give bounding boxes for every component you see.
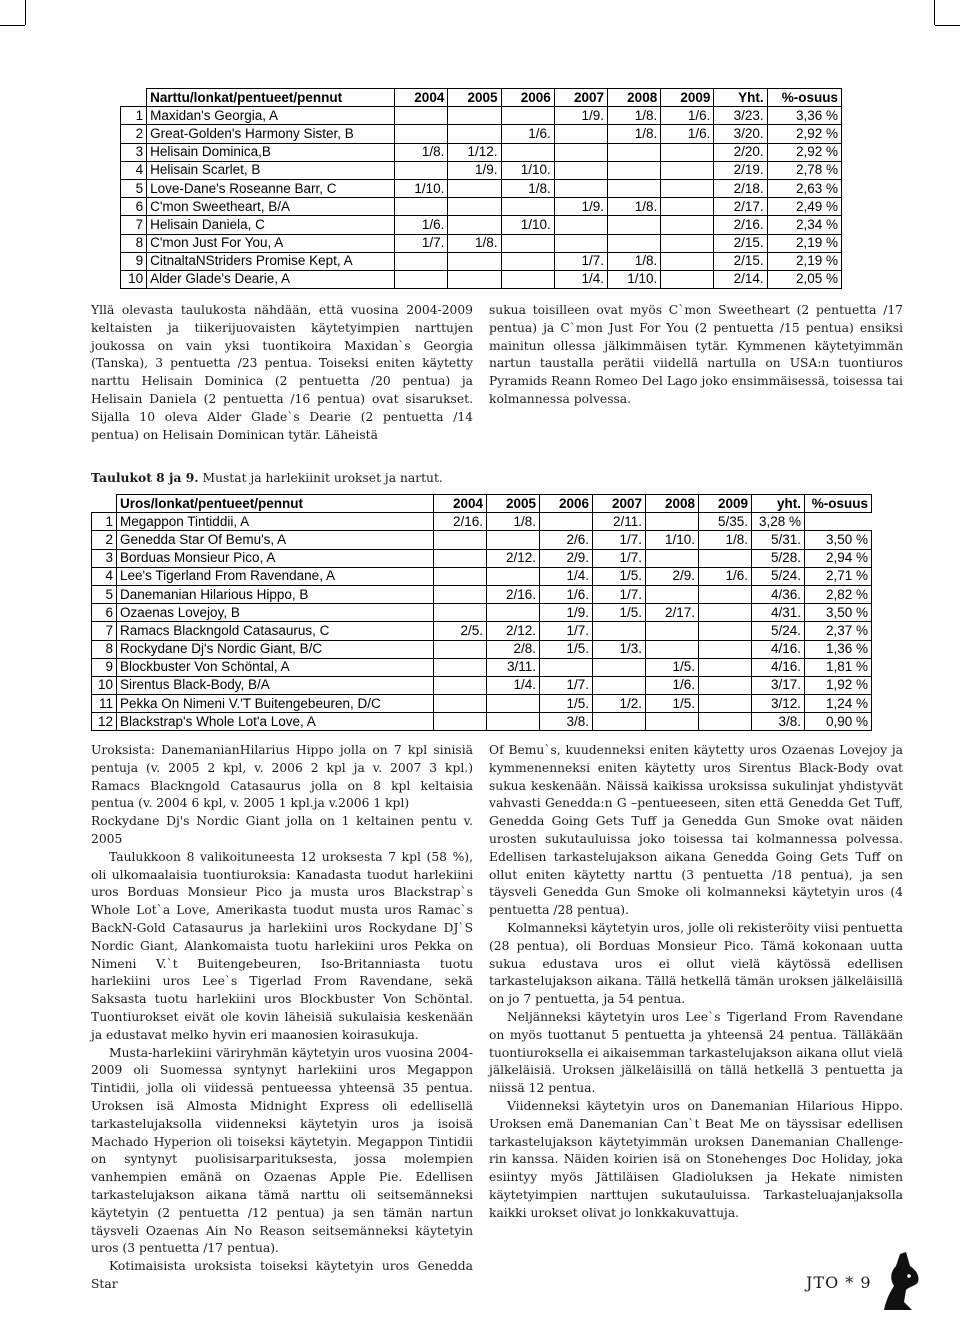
table-cell bbox=[608, 234, 661, 252]
table-cell: 1/9. bbox=[554, 107, 607, 125]
dog-name: CitnaltaNStriders Promise Kept, A bbox=[147, 252, 395, 270]
row-number: 5 bbox=[121, 179, 147, 197]
table-cell: 1/7. bbox=[395, 234, 448, 252]
col-header: 2004 bbox=[434, 495, 487, 513]
table-cell: 1/6. bbox=[501, 125, 554, 143]
table-cell bbox=[448, 270, 501, 288]
table-cell bbox=[434, 713, 487, 731]
table-cell bbox=[593, 713, 646, 731]
row-number: 4 bbox=[121, 161, 147, 179]
table-cell bbox=[661, 270, 714, 288]
table-cell: 1/10. bbox=[501, 161, 554, 179]
table-cell bbox=[699, 676, 752, 694]
table-cell bbox=[395, 252, 448, 270]
right-column-2 bbox=[489, 742, 903, 1223]
paragraph: Uroksista: DanemanianHilarius Hippo jolla on 7 kpl sinisiä pentuja (v. 2005 2 kpl, v. 2006 2 kpl ja v. 2007 3 kpl.) Ramacs Blackngold Catasaurus jolla on 8 kpl keltaisia pentua (v. 2004 6 kpl, v. 2005 1 kpl.ja v.2006 1 kpl) bbox=[91, 743, 473, 811]
table-row bbox=[92, 567, 872, 585]
table-cell: 2,78 % bbox=[767, 161, 841, 179]
paragraph: Rockydane Dj's Nordic Giant jolla on 1 keltainen pentu v. 2005 bbox=[91, 814, 473, 846]
row-number: 9 bbox=[121, 252, 147, 270]
row-number: 6 bbox=[121, 198, 147, 216]
table-cell bbox=[434, 549, 487, 567]
table-cell: 2/16. bbox=[487, 585, 540, 603]
table-cell: 1/10. bbox=[608, 270, 661, 288]
table-cell: 4/31. bbox=[752, 604, 805, 622]
table-cell bbox=[646, 640, 699, 658]
table-cell bbox=[661, 234, 714, 252]
paragraph: sukua toisilleen ovat myös C`mon Sweetheart (2 pentuetta /17 pentua) ja C`mon Just For You (2 pentuetta /15 pentua) ensiksi mainitun ollessa jälkimmäisen tytär. Kymmenen käytetyimmän nartun taustalla perätii viidellä nartulla on USA:n tuontiuros Pyramids Reann Romeo Del Lago joko ensimmäisessä, toisessa tai kolmannessa polvessa. bbox=[489, 303, 903, 406]
row-number: 7 bbox=[92, 622, 117, 640]
table-row bbox=[121, 107, 842, 125]
table-cell bbox=[646, 622, 699, 640]
table-cell bbox=[434, 585, 487, 603]
table-cell: 5/31. bbox=[752, 531, 805, 549]
table-cell: 2/16. bbox=[434, 513, 487, 531]
table-cell: 1/8. bbox=[608, 125, 661, 143]
crop-mark-right-h bbox=[935, 25, 960, 26]
table-cell bbox=[434, 658, 487, 676]
table-cell: 3/20. bbox=[714, 125, 767, 143]
row-number: 7 bbox=[121, 216, 147, 234]
table-cell: 3,50 % bbox=[805, 604, 872, 622]
table-cell: 1/6. bbox=[661, 125, 714, 143]
paragraph: Of Bemu`s, kuudenneksi eniten käytetty uros Ozaenas Lovejoy ja kymmenenneksi eniten käytetty uros Sirentus Black-Body ovat sukua keskenään. Näissä kaikissa uroksissa sukulinjat yhdistyvät vahvasti Genedda:n G –pentueeseen, siten että Genedda Get Tuff, Genedda Going Gets Tuff ja Genedda Gun Smoke ovat näiden urosten sukutauluissa joko toisessa tai kolmannessa polvessa. Edellisen tarkastelujakson aikana Genedda Going Gets Tuff on ollut eniten käytetty narttu (3 pentuetta /18 pentua), ja sen täysveli Genedda Gun Smoke oli kolmanneksi käytetyin uros (4 pentuetta /28 pentua). bbox=[489, 743, 903, 918]
table-cell: 5/35. bbox=[699, 513, 752, 531]
dog-name: Rockydane Dj's Nordic Giant, B/C bbox=[117, 640, 434, 658]
col-header: Narttu/lonkat/pentueet/pennut bbox=[147, 89, 395, 107]
paragraph: Taulukkoon 8 valikoituneesta 12 uroksesta 7 kpl (58 %), oli ulkomaalaisia tuontiuroksia: Kanadasta tuodut harlekiini uros Borduas Monsieur Pico ja musta uros Blackstrap`s Whole Lot`a Love, Amerikasta tuodut musta uros Ramac`s BackN-Gold Catasaurus ja harlekiini uros Rockydane DJ`S Nordic Giant, Alankomaista tuotu harlekiini uros Pekka on Nimeni V.`t Buitengebeuren, Iso-Britanniasta tuotu harlekiini uros Lee`s Tigerlad From Ravendane, sekä Saksasta tuotu harlekiini uros Blockbuster Von Schöntal. Tuontiurokset eivät ole kovin läheisiä sukulaisia keskenään ja edustavat melko hyvin eri maanosien koirasukuja. bbox=[91, 849, 473, 1042]
dog-name: Borduas Monsieur Pico, A bbox=[117, 549, 434, 567]
table-cell bbox=[554, 216, 607, 234]
table-cell bbox=[661, 216, 714, 234]
table-cell bbox=[593, 676, 646, 694]
dog-name: Ozaenas Lovejoy, B bbox=[117, 604, 434, 622]
table-cell bbox=[448, 216, 501, 234]
table-cell bbox=[699, 549, 752, 567]
dog-name: Alder Glade's Dearie, A bbox=[147, 270, 395, 288]
dane-head-logo-icon bbox=[876, 1250, 924, 1312]
row-number: 12 bbox=[92, 713, 117, 731]
table-cell bbox=[501, 252, 554, 270]
table-cell bbox=[554, 125, 607, 143]
table-cell bbox=[593, 658, 646, 676]
col-header: Uros/lonkat/pentueet/pennut bbox=[117, 495, 434, 513]
table-cell: 5/24. bbox=[752, 567, 805, 585]
table-row bbox=[92, 658, 872, 676]
row-number: 4 bbox=[92, 567, 117, 585]
table-cell: 1/12. bbox=[448, 143, 501, 161]
table-cell: 1,92 % bbox=[805, 676, 872, 694]
table-cell: 3/11. bbox=[487, 658, 540, 676]
table-row bbox=[121, 234, 842, 252]
table-cell bbox=[661, 161, 714, 179]
table-cell: 1/4. bbox=[554, 270, 607, 288]
table-cell bbox=[487, 713, 540, 731]
table-cell: 3/8. bbox=[752, 713, 805, 731]
table-cell: 3/23. bbox=[714, 107, 767, 125]
dog-name: Love-Dane's Roseanne Barr, C bbox=[147, 179, 395, 197]
table-cell: 4/16. bbox=[752, 640, 805, 658]
col-header: %-osuus bbox=[767, 89, 841, 107]
dog-name: Genedda Star Of Bemu's, A bbox=[117, 531, 434, 549]
table-cell: 0,90 % bbox=[805, 713, 872, 731]
table-row bbox=[121, 179, 842, 197]
table-9-body bbox=[92, 513, 872, 731]
table-cell: 3/12. bbox=[752, 695, 805, 713]
table-cell bbox=[434, 604, 487, 622]
col-header: 2005 bbox=[448, 89, 501, 107]
row-number: 2 bbox=[92, 531, 117, 549]
paragraph: Kolmanneksi käytetyin uros, jolle oli rekisteröity viisi pentuetta (28 pentua), oli Borduas Monsieur Pico. Tämä kokonaan uutta sukua edustava uros ei ollut vielä käytössä edellisen tarkastelujakson aikana. Tällä hetkellä tämän uroksen jälkeläisillä on jo 7 pentuetta, ja 54 pentua. bbox=[489, 920, 903, 1007]
table-cell bbox=[646, 713, 699, 731]
table-cell bbox=[487, 695, 540, 713]
table-cell: 1/6. bbox=[646, 676, 699, 694]
row-number: 3 bbox=[121, 143, 147, 161]
table-cell: 5/24. bbox=[752, 622, 805, 640]
table-cell: 1/7. bbox=[593, 585, 646, 603]
table-cell: 2,63 % bbox=[767, 179, 841, 197]
dog-name: C'mon Just For You, A bbox=[147, 234, 395, 252]
table-cell bbox=[448, 179, 501, 197]
col-header: 2009 bbox=[661, 89, 714, 107]
table-cell bbox=[434, 531, 487, 549]
table-cell: 1/6. bbox=[661, 107, 714, 125]
paragraph: Neljänneksi käytetyin uros Lee`s Tigerland From Ravendane on myös tuottanut 5 pentuetta ja yhteensä 24 pentua. Tälläkään tuontiuroksella ei aikaisemman tarkastelujakson aikana ollut vielä jälkeläisiä. Uroksen jälkeläisillä on tällä hetkellä 3 pentuetta ja niissä 12 pentua. bbox=[489, 1009, 903, 1096]
col-header: yht. bbox=[752, 495, 805, 513]
row-number: 8 bbox=[92, 640, 117, 658]
col-header: 2007 bbox=[554, 89, 607, 107]
table-row bbox=[92, 640, 872, 658]
paragraph: Viidenneksi käytetyin uros on Danemanian Hilarious Hippo. Uroksen emä Danemanian Can`t Beat Me on täyssisar edellisen tarkastelujakson käytetyimmän uroksen Danemanian Challenge-rin kanssa. Näiden koirien isä on Stonehenges Doc Holiday, joka esiintyy myös Jättiläisen Gladioluksen ja Hekate nimisten käytetyimpien narttujen sukutauluissa. Tarkasteluajanjaksolla kaikki urokset olivat jo lonkkakuvattuja. bbox=[489, 1098, 903, 1220]
table-cell: 1/3. bbox=[593, 640, 646, 658]
table-cell bbox=[501, 143, 554, 161]
table-cell bbox=[608, 179, 661, 197]
table-cell: 1/6. bbox=[699, 567, 752, 585]
table-cell: 1/7. bbox=[593, 549, 646, 567]
table-cell: 2/17. bbox=[714, 198, 767, 216]
table-cell: 1/8. bbox=[395, 143, 448, 161]
dog-name: Blackstrap's Whole Lot'a Love, A bbox=[117, 713, 434, 731]
table-cell: 1/10. bbox=[395, 179, 448, 197]
table-cell: 2/15. bbox=[714, 234, 767, 252]
table-cell bbox=[646, 549, 699, 567]
table-cell bbox=[699, 604, 752, 622]
table-cell: 1/8. bbox=[608, 198, 661, 216]
table-row bbox=[92, 549, 872, 567]
table-cell: 2,82 % bbox=[805, 585, 872, 603]
table-cell: 1/2. bbox=[593, 695, 646, 713]
table-cell: 2,49 % bbox=[767, 198, 841, 216]
dog-name: Great-Golden's Harmony Sister, B bbox=[147, 125, 395, 143]
table-cell bbox=[395, 161, 448, 179]
table-cell bbox=[540, 658, 593, 676]
dog-name: Pekka On Nimeni V.'T Buitengebeuren, D/C bbox=[117, 695, 434, 713]
table-row bbox=[92, 513, 872, 531]
table-cell bbox=[501, 270, 554, 288]
table-cell bbox=[646, 513, 699, 531]
table-cell bbox=[395, 270, 448, 288]
table-cell: 4/36. bbox=[752, 585, 805, 603]
dog-name: Ramacs Blackngold Catasaurus, C bbox=[117, 622, 434, 640]
table-cell bbox=[699, 695, 752, 713]
table-cell bbox=[699, 622, 752, 640]
table-cell: 1/10. bbox=[501, 216, 554, 234]
row-number: 8 bbox=[121, 234, 147, 252]
table-cell: 1/9. bbox=[540, 604, 593, 622]
table-cell: 2/8. bbox=[487, 640, 540, 658]
table-cell: 2,19 % bbox=[767, 234, 841, 252]
table-cell bbox=[487, 567, 540, 585]
dog-name: Lee's Tigerland From Ravendane, A bbox=[117, 567, 434, 585]
table-cell bbox=[395, 125, 448, 143]
paragraph: Kotimaisista uroksista toiseksi käytetyin uros Genedda Star bbox=[91, 1259, 473, 1291]
table-row bbox=[92, 585, 872, 603]
table-row bbox=[92, 676, 872, 694]
table-cell bbox=[487, 531, 540, 549]
table-cell: 2/6. bbox=[540, 531, 593, 549]
table-row bbox=[121, 198, 842, 216]
table-row bbox=[92, 604, 872, 622]
table-cell: 1/6. bbox=[395, 216, 448, 234]
table-cell: 2/15. bbox=[714, 252, 767, 270]
table-9 bbox=[91, 494, 872, 731]
table-cell: 1/7. bbox=[593, 531, 646, 549]
dog-name: Helisain Daniela, C bbox=[147, 216, 395, 234]
table-cell: 2/14. bbox=[714, 270, 767, 288]
table-cell bbox=[395, 107, 448, 125]
table-cell: 1/8. bbox=[608, 252, 661, 270]
crop-mark-left-h bbox=[0, 25, 25, 26]
table-cell: 2/5. bbox=[434, 622, 487, 640]
col-header: 2008 bbox=[608, 89, 661, 107]
table-cell bbox=[487, 604, 540, 622]
table-row bbox=[121, 125, 842, 143]
table-cell bbox=[661, 198, 714, 216]
table-cell: 1,36 % bbox=[805, 640, 872, 658]
table-cell bbox=[646, 585, 699, 603]
table-cell: 1/5. bbox=[593, 567, 646, 585]
table-cell: 1/5. bbox=[593, 604, 646, 622]
table-cell: 2/16. bbox=[714, 216, 767, 234]
table-9-header bbox=[92, 495, 872, 513]
table-cell bbox=[395, 198, 448, 216]
table-cell bbox=[540, 513, 593, 531]
row-number: 1 bbox=[92, 513, 117, 531]
table-cell: 3,36 % bbox=[767, 107, 841, 125]
table-cell: 3/8. bbox=[540, 713, 593, 731]
table-cell: 2,71 % bbox=[805, 567, 872, 585]
row-number: 10 bbox=[92, 676, 117, 694]
table-cell bbox=[501, 107, 554, 125]
table-cell: 2,34 % bbox=[767, 216, 841, 234]
crop-mark-right-v bbox=[934, 0, 935, 25]
table-cell: 2/11. bbox=[593, 513, 646, 531]
table-cell bbox=[608, 216, 661, 234]
table-cell: 2/12. bbox=[487, 549, 540, 567]
dog-name: Helisain Dominica,B bbox=[147, 143, 395, 161]
table-cell: 2/12. bbox=[487, 622, 540, 640]
table-cell: 2/9. bbox=[646, 567, 699, 585]
table-cell bbox=[608, 161, 661, 179]
table-cell bbox=[554, 179, 607, 197]
table-row bbox=[121, 252, 842, 270]
table-cell: 4/16. bbox=[752, 658, 805, 676]
table-cell: 1/7. bbox=[540, 676, 593, 694]
col-header: 2008 bbox=[646, 495, 699, 513]
table-8-body bbox=[121, 107, 842, 289]
dog-name: Danemanian Hilarious Hippo, B bbox=[117, 585, 434, 603]
table-cell: 2,92 % bbox=[767, 125, 841, 143]
table-row bbox=[121, 143, 842, 161]
table-cell bbox=[554, 161, 607, 179]
table-cell: 1/6. bbox=[540, 585, 593, 603]
table-cell bbox=[593, 622, 646, 640]
row-number: 1 bbox=[121, 107, 147, 125]
table-cell: 5/28. bbox=[752, 549, 805, 567]
table-cell bbox=[501, 234, 554, 252]
col-header: 2009 bbox=[699, 495, 752, 513]
table-cell bbox=[699, 658, 752, 676]
table-row bbox=[92, 713, 872, 731]
table-cell: 2/19. bbox=[714, 161, 767, 179]
row-number: 10 bbox=[121, 270, 147, 288]
table-cell: 1/8. bbox=[501, 179, 554, 197]
table-cell: 1/9. bbox=[448, 161, 501, 179]
table-cell bbox=[434, 567, 487, 585]
table-cell: 1/8. bbox=[608, 107, 661, 125]
table-cell: 2/17. bbox=[646, 604, 699, 622]
table-cell: 2/20. bbox=[714, 143, 767, 161]
table-row bbox=[92, 531, 872, 549]
page-footer: JTO * 9 bbox=[806, 1273, 872, 1292]
table-cell: 1/4. bbox=[540, 567, 593, 585]
caption-text: Mustat ja harlekiinit urokset ja nartut. bbox=[202, 471, 443, 485]
dog-name: Megappon Tintiddii, A bbox=[117, 513, 434, 531]
table-cell: 3,50 % bbox=[805, 531, 872, 549]
table-caption bbox=[91, 470, 443, 485]
table-row bbox=[92, 695, 872, 713]
table-row bbox=[121, 216, 842, 234]
table-cell bbox=[661, 143, 714, 161]
caption-label: Taulukot 8 ja 9. bbox=[91, 470, 199, 485]
table-cell bbox=[434, 695, 487, 713]
table-cell bbox=[661, 252, 714, 270]
table-cell: 2,37 % bbox=[805, 622, 872, 640]
table-cell: 1/9. bbox=[554, 198, 607, 216]
table-cell: 2/9. bbox=[540, 549, 593, 567]
row-number: 9 bbox=[92, 658, 117, 676]
col-header: 2004 bbox=[395, 89, 448, 107]
table-cell: 2,92 % bbox=[767, 143, 841, 161]
table-row bbox=[121, 161, 842, 179]
table-cell bbox=[501, 198, 554, 216]
table-cell: 3,28 % bbox=[752, 513, 805, 531]
dog-name: Maxidan's Georgia, A bbox=[147, 107, 395, 125]
table-cell bbox=[448, 125, 501, 143]
row-number: 3 bbox=[92, 549, 117, 567]
left-column-2 bbox=[91, 742, 473, 1294]
table-cell: 1/5. bbox=[646, 695, 699, 713]
dog-name: Helisain Scarlet, B bbox=[147, 161, 395, 179]
table-cell: 1/4. bbox=[487, 676, 540, 694]
col-header: 2006 bbox=[501, 89, 554, 107]
dog-name: Blockbuster Von Schöntal, A bbox=[117, 658, 434, 676]
table-cell: 1/8. bbox=[448, 234, 501, 252]
table-cell: 1/8. bbox=[699, 531, 752, 549]
table-cell: 1/8. bbox=[487, 513, 540, 531]
table-cell bbox=[448, 252, 501, 270]
table-cell: 3/17. bbox=[752, 676, 805, 694]
row-number: 11 bbox=[92, 695, 117, 713]
col-header: Yht. bbox=[714, 89, 767, 107]
table-cell: 1/5. bbox=[540, 695, 593, 713]
col-header: %-osuus bbox=[805, 495, 872, 513]
right-paragraph-1 bbox=[489, 302, 903, 409]
col-header: 2005 bbox=[487, 495, 540, 513]
table-cell: 1/7. bbox=[540, 622, 593, 640]
left-paragraph-1 bbox=[91, 302, 473, 444]
table-cell bbox=[448, 107, 501, 125]
table-8-header bbox=[121, 89, 842, 107]
col-header: 2006 bbox=[540, 495, 593, 513]
table-cell: 1/5. bbox=[646, 658, 699, 676]
table-cell: 2,05 % bbox=[767, 270, 841, 288]
table-cell bbox=[434, 640, 487, 658]
table-cell bbox=[699, 585, 752, 603]
table-cell: 1/7. bbox=[554, 252, 607, 270]
table-cell bbox=[699, 713, 752, 731]
table-cell bbox=[554, 143, 607, 161]
table-8 bbox=[120, 88, 842, 289]
dog-name: Sirentus Black-Body, B/A bbox=[117, 676, 434, 694]
table-cell: 1/10. bbox=[646, 531, 699, 549]
table-cell: 2,94 % bbox=[805, 549, 872, 567]
crop-mark-left-v bbox=[25, 0, 26, 25]
table-cell bbox=[448, 198, 501, 216]
row-number: 6 bbox=[92, 604, 117, 622]
table-cell: 1,24 % bbox=[805, 695, 872, 713]
table-cell bbox=[699, 640, 752, 658]
table-cell bbox=[434, 676, 487, 694]
table-cell: 1,81 % bbox=[805, 658, 872, 676]
paragraph: Musta-harlekiini väriryhmän käytetyin uros vuosina 2004-2009 oli Suomessa syntynyt harlekiini uros Megappon Tintidii, jolla oli viidessä pentueessa yhteensä 35 pentua. Uroksen isä Almosta Midnight Express oli edellisellä tarkastelujaksolla viidenneksi käytetyin uros ja isoisä Machado Hyperion oli toiseksi käytetyin. Megappon Tintidii on syntynyt puolisisarparituksesta, jossa molempien vanhempien emänä on Ozaenas Apple Pie. Edellisen tarkastelujakson aikana tämä narttu oli seitsemänneksi käytetyin (2 pentuetta /12 pentua) ja sen tämän nartun täysveli Ozaenas Ain No Reason seitsemänneksi käytetyin uros (3 pentuetta /17 pentua). bbox=[91, 1045, 473, 1256]
row-number: 5 bbox=[92, 585, 117, 603]
row-number: 2 bbox=[121, 125, 147, 143]
table-cell: 2,19 % bbox=[767, 252, 841, 270]
table-cell bbox=[554, 234, 607, 252]
table-cell: 2/18. bbox=[714, 179, 767, 197]
dog-name: C'mon Sweetheart, B/A bbox=[147, 198, 395, 216]
table-cell bbox=[608, 143, 661, 161]
table-row bbox=[92, 622, 872, 640]
table-cell bbox=[661, 179, 714, 197]
col-header: 2007 bbox=[593, 495, 646, 513]
paragraph: Yllä olevasta taulukosta nähdään, että vuosina 2004-2009 keltaisten ja tiikerijuovaisten käytetyimpien narttujen joukossa on vain yksi tuontikoira Maxidan`s Georgia (Tanska), 3 pentuetta /23 pentua. Toiseksi eniten käytetty narttu Helisain Dominica (2 pentuetta /20 pentua) ja Helisain Daniela (2 pentuetta /16 pentua) ovat sisarukset. Sijalla 10 oleva Alder Glade`s Dearie (2 pentuetta /14 pentua) on Helisain Dominican tytär. Läheistä bbox=[91, 303, 473, 442]
table-row bbox=[121, 270, 842, 288]
table-cell: 1/5. bbox=[540, 640, 593, 658]
